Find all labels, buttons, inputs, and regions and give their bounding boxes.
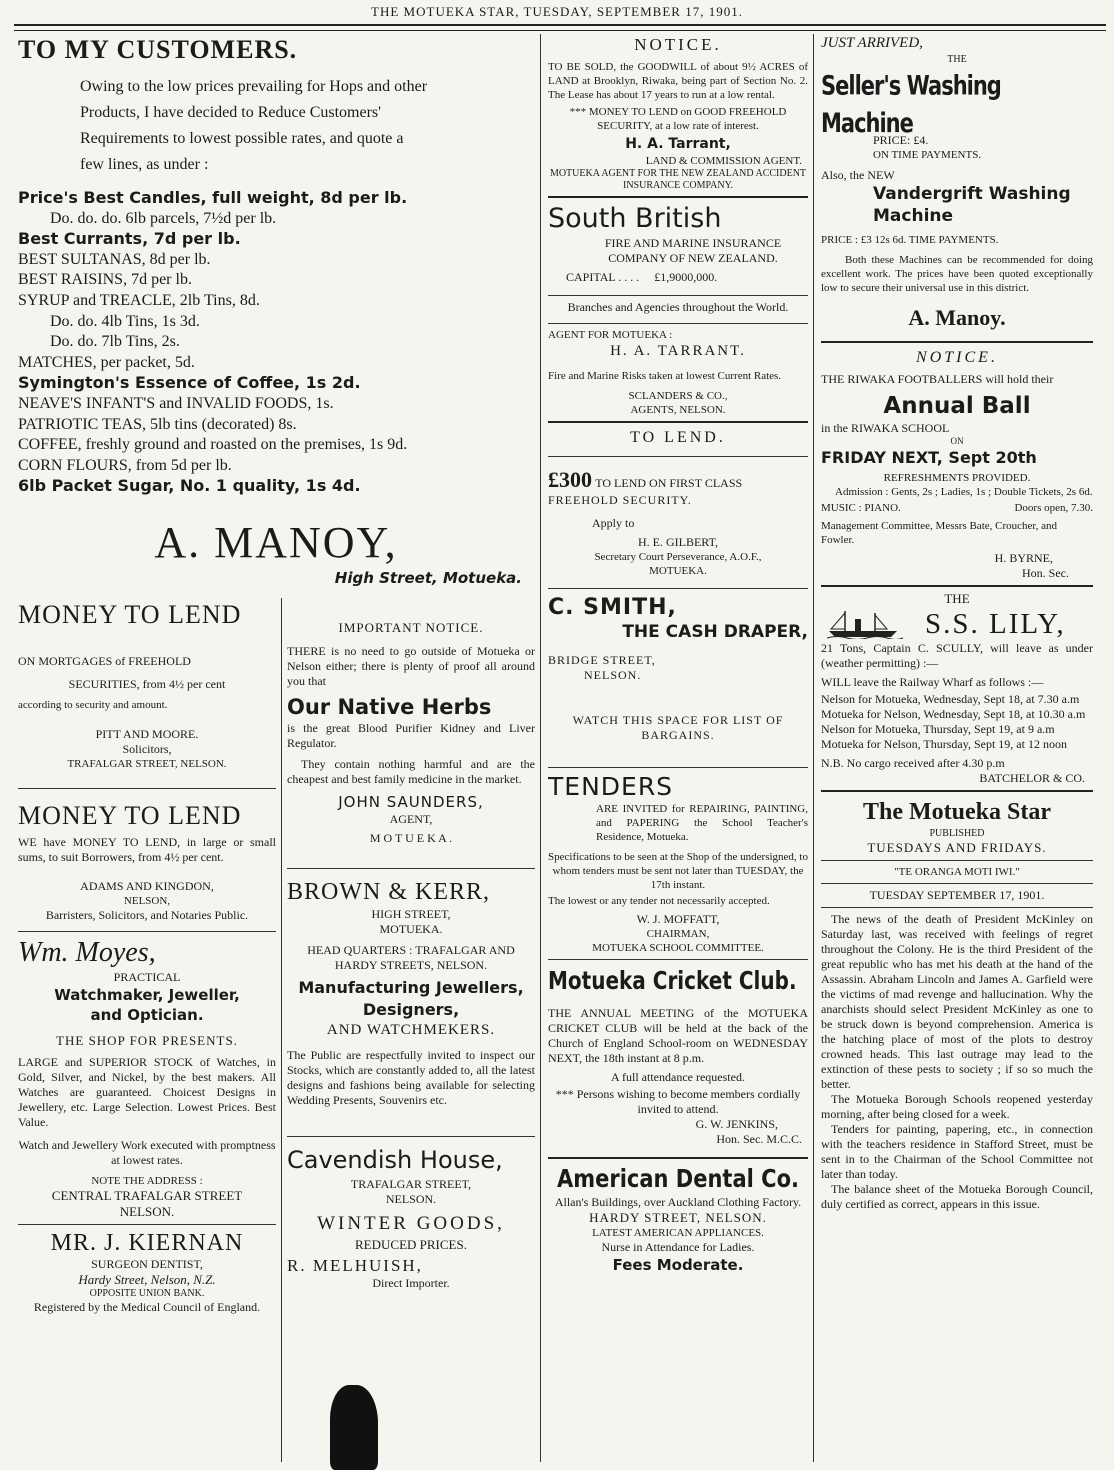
dental-bldg: Allan's Buildings, over Auckland Clothing Factory. [554,1195,802,1209]
washing-arrived: JUST ARRIVED, [821,35,923,51]
washing-price1: PRICE: £4. [873,133,929,147]
smith-trade: THE CASH DRAPER, [622,622,808,642]
cricket-name: G. W. JENKINS, [695,1117,778,1131]
divider [287,1136,535,1137]
money1-role: Solicitors, [122,742,172,756]
ball-date: FRIDAY NEXT, Sept 20th [821,448,1037,467]
ball-heading: NOTICE. [916,349,998,366]
brownkerr-name: BROWN & KERR, [287,879,491,905]
cavendish-prices: REDUCED PRICES. [355,1237,467,1252]
tolend-security: FREEHOLD SECURITY. [548,493,692,507]
divider [821,585,1093,587]
cavendish-owner: R. MELHUISH, [287,1256,423,1275]
southbritish-agents: SCLANDERS & CO., [628,390,728,402]
price-item: Best Currants, 7d per lb. [18,229,241,249]
moyes-note: NOTE THE ADDRESS : [91,1175,203,1187]
sailing-item: Motueka for Nelson, Thursday, Sept 19, at 12 noon [821,737,1067,751]
sailing-item: Nelson for Motueka, Thursday, Sept 19, at 9 a.m [821,722,1055,736]
herbs-name: JOHN SAUNDERS, [338,793,484,811]
dental-street: HARDY STREET, NELSON. [589,1210,767,1225]
lily-sailings [821,692,1093,752]
tenders-lowest: The lowest or any tender not necessarily accepted. [548,895,770,907]
tenders-committee: MOTUEKA SCHOOL COMMITTEE. [592,942,764,954]
smith-street: BRIDGE STREET, [548,653,656,667]
divider [548,323,808,324]
ball-intro: THE RIWAKA FOOTBALLERS will hold their [821,372,1054,386]
cricket-role: Hon. Sec. M.C.C. [716,1132,802,1146]
capital-label: CAPITAL . . . . [566,270,640,284]
dental-latest: LATEST AMERICAN APPLIANCES. [592,1227,764,1239]
divider [821,790,1093,792]
ball-venue: in the RIWAKA SCHOOL [821,421,950,435]
ball-music: MUSIC : PIANO. [821,502,901,514]
manoy-address: High Street, Motueka. [334,568,522,587]
ball-role: Hon. Sec. [1022,566,1069,580]
ball-admission: Admission : Gents, 2s ; Ladies, 1s ; Double Tickets, 2s 6d. [835,486,1093,498]
sailing-item: Nelson for Motueka, Wednesday, Sept 18, at 7.30 a.m [821,692,1080,706]
cricket-attend: A full attendance requested. [611,1070,745,1084]
intro-line: Owing to the low prices prevailing for Hops and other [80,78,428,95]
money2-body: WE have MONEY TO LEND, in large or small sums, to suit Borrowers, from 4½ per cent. [18,835,276,864]
divider [821,907,1093,908]
moyes-trade: Watchmaker, Jeweller, [54,986,240,1004]
dental-name: American Dental Co. [557,1164,799,1193]
southbritish-town: AGENTS, NELSON. [630,404,726,416]
column-4 [821,34,1093,1212]
notice-role: LAND & COMMISSION AGENT. [645,155,802,167]
tenders-body: ARE INVITED for REPAIRING, PAINTING, and PAPERING the School Teacher's Residence, Motueka. [596,803,808,843]
moyes-shop: THE SHOP FOR PRESENTS. [56,1033,238,1048]
tenders-heading: TENDERS [548,772,674,801]
cricket-heading: Motueka Cricket Club. [548,965,797,996]
money1-line: ON MORTGAGES of FREEHOLD [18,654,191,668]
price-item: Do. do. 7lb Tins, 2s. [50,333,180,351]
southbritish-branches: Branches and Agencies throughout the World. [567,300,789,314]
divider [548,767,808,768]
ball-title: Annual Ball [883,393,1031,419]
washing-also: Also, the NEW [821,168,895,182]
cavendish-address: TRAFALGAR STREET, [350,1177,472,1191]
ball-music-line [821,501,1093,515]
herbs-intro: THERE is no need to go outside of Motueka or Nelson either; there is plenty of proof all around you that [287,644,535,688]
washing-name1: Seller's Washing Machine [821,70,1001,139]
ball-refresh: REFRESHMENTS PROVIDED. [883,472,1031,484]
cavendish-role: Direct Importer. [372,1276,450,1290]
divider [548,588,808,589]
lily-will: WILL leave the Railway Wharf as follows :— [821,675,1044,689]
price-item: BEST RAISINS, 7d per lb. [18,271,192,289]
money1-line: SECURITIES, from 4½ per cent [68,677,226,691]
brownkerr-body: The Public are respectfully invited to inspect our Stocks, which are constantly added to, all the latest designs and fashions being available for selecting Wedding Presents, Souvenirs etc. [287,1048,535,1107]
ball-on: ON [950,436,964,446]
money-heading: MONEY TO LEND [18,600,242,629]
cricket-body: THE ANNUAL MEETING of the MOTUEKA CRICKET CLUB will be held at the back of the Church of England School-room on WEDNESDAY NEXT, the 18th instant at 8 p.m. [548,1006,808,1065]
masthead: THE MOTUEKA STAR, TUESDAY, SEPTEMBER 17, 1901. [371,4,743,19]
star-paragraph: Tenders for painting, papering, etc., in connection with the teachers residence in Stafford Street, must be sent in to the Chairman of the School Committee not later than today. [821,1122,1093,1181]
star-published: PUBLISHED [929,828,985,839]
ball-name: H. BYRNE, [994,551,1053,565]
washing-the: THE [947,54,967,65]
customers-ad [18,34,534,587]
sailing-item: Motueka for Nelson, Wednesday, Sept 18, at 10.30 a.m [821,707,1086,721]
money1-street: TRAFALGAR STREET, NELSON. [67,758,227,770]
brownkerr-trade: AND WATCHMEKERS. [326,1022,496,1038]
capital-value: £1,9000,000. [654,270,718,284]
star-motto: "TE ORANGA MOTI IWI." [894,866,1020,878]
moyes-trade: and Optician. [90,1006,204,1024]
divider [548,196,808,198]
herbs-role: AGENT, [389,812,433,826]
notice-money: *** MONEY TO LEND on GOOD FREEHOLD SECURITY, at a low rate of interest. [569,106,787,132]
washing-name2: Vandergrift Washing [873,184,1071,204]
steamship-icon [827,609,903,639]
brownkerr-address: MOTUEKA. [379,922,443,936]
divider [548,1157,808,1159]
divider [287,868,535,869]
dental-nurse: Nurse in Attendance for Ladies. [601,1240,755,1254]
divider [821,883,1093,884]
ink-blot [330,1385,378,1470]
divider [18,931,276,932]
star-date: TUESDAY SEPTEMBER 17, 1901. [869,888,1045,902]
moyes-repair: Watch and Jewellery Work executed with promptness at lowest rates. [18,1138,276,1167]
lily-header [821,607,1093,641]
money-heading: MONEY TO LEND [18,801,242,830]
notice-heading: NOTICE. [634,35,722,54]
money2-role: Barristers, Solicitors, and Notaries Public. [45,908,249,922]
column-rule [540,34,541,1462]
manoy-signature: A. MANOY, [154,517,398,567]
notice-body: TO BE SOLD, the GOODWILL of about 9½ ACRES of LAND at Brooklyn, Riwaka, being part of Section No. 2. The Lease has about 17 years to run at a low rental. [548,61,808,101]
moyes-name: Wm. Moyes, [18,937,156,968]
southbritish-sub: FIRE AND MARINE INSURANCE COMPANY OF NEW ZEALAND. [604,236,782,265]
brownkerr-hq: HEAD QUARTERS : TRAFALGAR AND HARDY STREETS, NELSON. [307,943,515,972]
tolend-amount: £300 [548,467,592,492]
brownkerr-trade: Manufacturing Jewellers, [298,978,524,997]
kiernan-opposite: OPPOSITE UNION BANK. [89,1288,205,1299]
cricket-members: *** Persons wishing to become members cordially invited to attend. [555,1087,801,1116]
star-paragraph: The balance sheet of the Motueka Borough Council, duly certified as correct, appears in this issue. [821,1182,1093,1211]
divider [821,341,1093,343]
price-item: NEAVE'S INFANT'S and INVALID FOODS, 1s. [18,394,334,412]
smith-watch: WATCH THIS SPACE FOR LIST OF BARGAINS. [572,713,784,742]
southbritish-capital [548,270,808,285]
customers-heading: TO MY CUSTOMERS. [18,35,298,64]
column-1-lower [18,600,276,1315]
divider [548,295,808,296]
customers-intro [80,74,534,178]
brownkerr-address: HIGH STREET, [371,907,451,921]
kiernan-name: MR. J. KIERNAN [50,1230,244,1256]
tenders-role: CHAIRMAN, [646,928,710,940]
tolend-name: H. E. GILBERT, [637,535,719,549]
price-list [18,188,534,497]
kiernan-title: SURGEON DENTIST, [91,1257,203,1271]
moyes-address: NELSON. [119,1204,175,1219]
washing-terms1: ON TIME PAYMENTS. [873,149,982,161]
money1-firm: PITT AND MOORE. [95,727,199,741]
divider [18,1224,276,1225]
price-item: Price's Best Candles, full weight, 8d per lb. [18,188,408,207]
washing-name2: Machine [873,206,954,226]
dental-fees: Fees Moderate. [612,1256,744,1274]
ball-doors: Doors open, 7.30. [1014,502,1093,514]
washing-body: Both these Machines can be recommended for doing excellent work. The prices have been quoted exceptionally low to secure their universal use in this district. [821,254,1093,294]
moyes-body: LARGE and SUPERIOR STOCK of Watches, in Gold, Silver, and Nickel, by the best makers. All Watches are guaranteed. Choicest Designs in Jewellery, etc. Large Selection. Lowest Prices. Best Value. [18,1055,276,1129]
column-2-lower [287,600,535,1291]
lily-tons: 21 Tons, Captain C. SCULLY, will leave as under (weather permitting) :— [821,641,1093,670]
price-item: Do. do. do. 6lb parcels, 7½d per lb. [50,209,277,227]
star-paragraph: The news of the death of President McKinley on Saturday last, was received with feelings of regret throughout the Colony. He is the third President of the great republic who has met his death at the hand of the Assassin. Abraham Lincoln and James A. Garfield were the victims of mad revenge and hallucination. Why the anarchists should select President McKinley as one to be struck down is beyond comprehension. America is the hatching place of most of the plots to destroy crowned heads. This last outrage may lead to the extinction of these pests to society ; if so so much the better. [821,912,1093,1091]
cavendish-goods: WINTER GOODS, [317,1213,505,1234]
herbs-heading: IMPORTANT NOTICE. [338,620,484,635]
smith-name: C. SMITH, [548,595,677,620]
column-rule [813,34,814,1462]
tenders-spec: Specifications to be seen at the Shop of the undersigned, to whom tenders must be sent not later than TUESDAY, the 17th instant. [548,851,808,891]
lily-name: S.S. LILY, [925,608,1066,640]
divider [821,860,1093,861]
brownkerr-trade: Designers, [362,1000,460,1019]
cavendish-address: NELSON. [385,1192,437,1206]
moyes-address: CENTRAL TRAFALGAR STREET [51,1188,243,1203]
herbs-body: is the great Blood Purifier Kidney and Liver Regulator. [287,721,535,750]
price-item: PATRIOTIC TEAS, 5lb tins (decorated) 8s. [18,415,297,433]
southbritish-name: South British [548,203,722,234]
cavendish-name: Cavendish House, [287,1146,503,1174]
intro-line: Products, I have decided to Reduce Customers' [80,104,382,121]
notice-agency: MOTUEKA AGENT FOR THE NEW ZEALAND ACCIDENT INSURANCE COMPANY. [549,168,807,191]
price-item: MATCHES, per packet, 5d. [18,353,195,371]
price-item: CORN FLOURS, from 5d per lb. [18,456,232,474]
top-rule [14,24,1106,31]
lily-agent: BATCHELOR & CO. [979,771,1085,785]
price-item: Do. do. 4lb Tins, 1s 3d. [50,312,200,330]
divider [548,959,808,960]
money2-firm: ADAMS AND KINGDON, [80,879,214,893]
notice-name: H. A. Tarrant, [625,136,731,152]
column-3 [548,34,808,1275]
moyes-practical: PRACTICAL [113,970,181,984]
tolend-amount-rest: TO LEND ON FIRST CLASS [595,476,743,490]
herbs-title: Our Native Herbs [287,695,492,719]
washing-sign: A. Manoy. [908,305,1006,330]
intro-line: Requirements to lowest possible rates, and quote a [80,130,404,147]
price-item: 6lb Packet Sugar, No. 1 quality, 1s 4d. [18,476,361,496]
southbritish-agent: H. A. TARRANT. [610,343,746,359]
intro-line: few lines, as under : [80,156,209,173]
divider [548,456,808,457]
star-title: The Motueka Star [863,799,1051,825]
money1-body [18,654,276,772]
herbs-town: M O T U E K A . [369,831,453,845]
tolend-amount-line [548,467,808,493]
tolend-apply: Apply to [592,516,635,530]
southbritish-risks: Fire and Marine Risks taken at lowest Current Rates. [548,370,782,382]
price-item: Symington's Essence of Coffee, 1s 2d. [18,373,361,393]
lily-cargo: N.B. No cargo received after 4.30 p.m [821,756,1005,770]
divider [548,421,808,423]
money1-line: according to security and amount. [18,699,168,711]
tolend-heading: TO LEND. [630,429,726,446]
washing-price2: PRICE : £3 12s 6d. TIME PAYMENTS. [821,234,999,246]
herbs-body: They contain nothing harmful and are the cheapest and best family medicine in the market. [287,757,535,786]
lily-the: THE [944,591,970,606]
price-item: SYRUP and TREACLE, 2lb Tins, 8d. [18,291,260,309]
star-paragraph: The Motueka Borough Schools reopened yesterday morning, after being closed for a week. [821,1092,1093,1121]
tolend-town: MOTUEKA. [649,565,707,577]
tenders-name: W. J. MOFFATT, [636,912,720,926]
ball-committee: Management Committee, Messrs Bate, Croucher, and Fowler. [821,520,1058,546]
southbritish-agent-label: AGENT FOR MOTUEKA : [548,329,673,341]
price-item: BEST SULTANAS, 8d per lb. [18,250,211,268]
kiernan-address: Hardy Street, Nelson, N.Z. [78,1272,216,1287]
column-rule [281,598,282,1462]
price-item: COFFEE, freshly ground and roasted on the premises, 1s 9d. [18,436,408,454]
kiernan-registered: Registered by the Medical Council of England. [33,1300,261,1314]
star-days: TUESDAYS AND FRIDAYS. [867,840,1047,855]
money2-town: NELSON, [123,895,171,907]
divider [18,788,276,789]
smith-town: NELSON. [584,668,642,682]
tolend-role: Secretary Court Perseverance, A.O.F., [594,551,762,563]
